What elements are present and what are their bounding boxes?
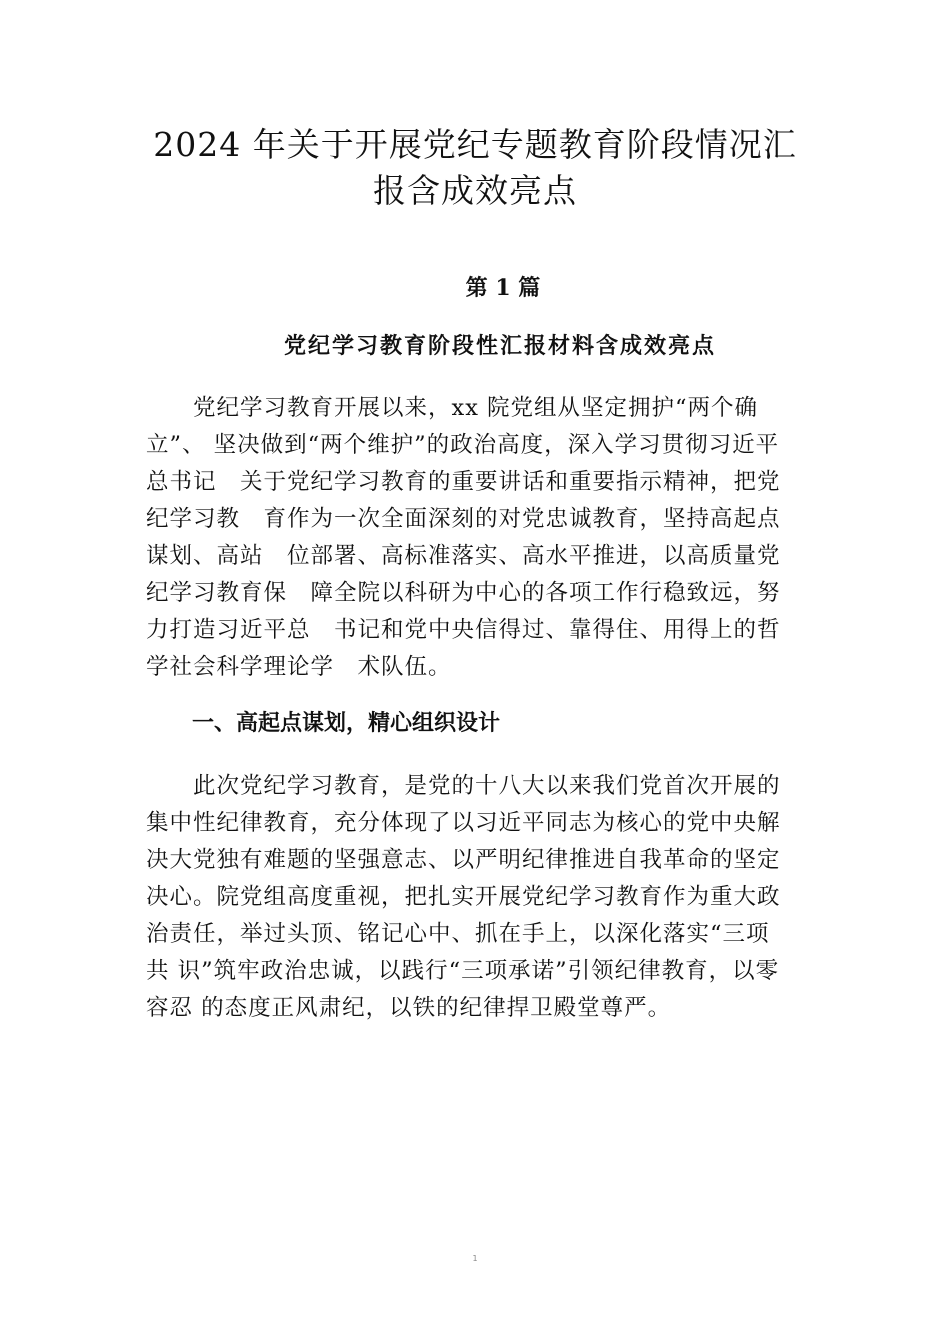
section-label: 第 1 篇 xyxy=(465,275,541,301)
paragraph-line: 总书记 关于党纪学习教育的重要讲话和重要指示精神，把党 xyxy=(146,469,781,495)
paragraph-line: 容忍 的态度正风肃纪，以铁的纪律捍卫殿堂尊严。 xyxy=(146,995,672,1021)
paragraph-line: 此次党纪学习教育，是党的十八大以来我们党首次开展的 xyxy=(146,773,781,799)
document-subtitle: 党纪学习教育阶段性汇报材料含成效亮点 xyxy=(283,333,716,359)
paragraph-line: 力打造习近平总 书记和党中央信得过、靠得住、用得上的哲 xyxy=(146,617,781,643)
paragraph-intro xyxy=(146,390,836,686)
paragraph-line: 立”、 坚决做到“两个维护”的政治高度，深入学习贯彻习近平 xyxy=(146,432,780,458)
paragraph-line: 纪学习教 育作为一次全面深刻的对党忠诚教育，坚持高起点 xyxy=(146,506,781,532)
title-line-1: 2024 年关于开展党纪专题教育阶段情况汇 xyxy=(153,125,797,164)
paragraph-line: 学社会科学理论学 术队伍。 xyxy=(146,654,452,680)
paragraph-line: 党纪学习教育开展以来，xx 院党组从坚定拥护“两个确 xyxy=(146,395,759,421)
section-heading-1: 一、高起点谋划，精心组织设计 xyxy=(192,711,501,736)
paragraph-line: 治责任，举过头顶、铭记心中、抓在手上，以深化落实“三项 xyxy=(146,921,770,947)
paragraph-line: 纪学习教育保 障全院以科研为中心的各项工作行稳致远，努 xyxy=(146,580,781,606)
paragraph-line: 决大党独有难题的坚强意志、以严明纪律推进自我革命的坚定 xyxy=(146,847,781,873)
paragraph-line: 谋划、高站 位部署、高标准落实、高水平推进，以高质量党 xyxy=(146,543,781,569)
paragraph-line: 集中性纪律教育，充分体现了以习近平同志为核心的党中央解 xyxy=(146,810,781,836)
paragraph-section-1 xyxy=(146,768,836,1027)
title-line-2: 报含成效亮点 xyxy=(373,171,577,210)
document-title xyxy=(100,122,850,214)
paragraph-line: 决心。院党组高度重视，把扎实开展党纪学习教育作为重大政 xyxy=(146,884,781,910)
page-number: 1 xyxy=(472,1254,478,1263)
paragraph-line: 共 识”筑牢政治忠诚，以践行“三项承诺”引领纪律教育，以零 xyxy=(146,958,780,984)
